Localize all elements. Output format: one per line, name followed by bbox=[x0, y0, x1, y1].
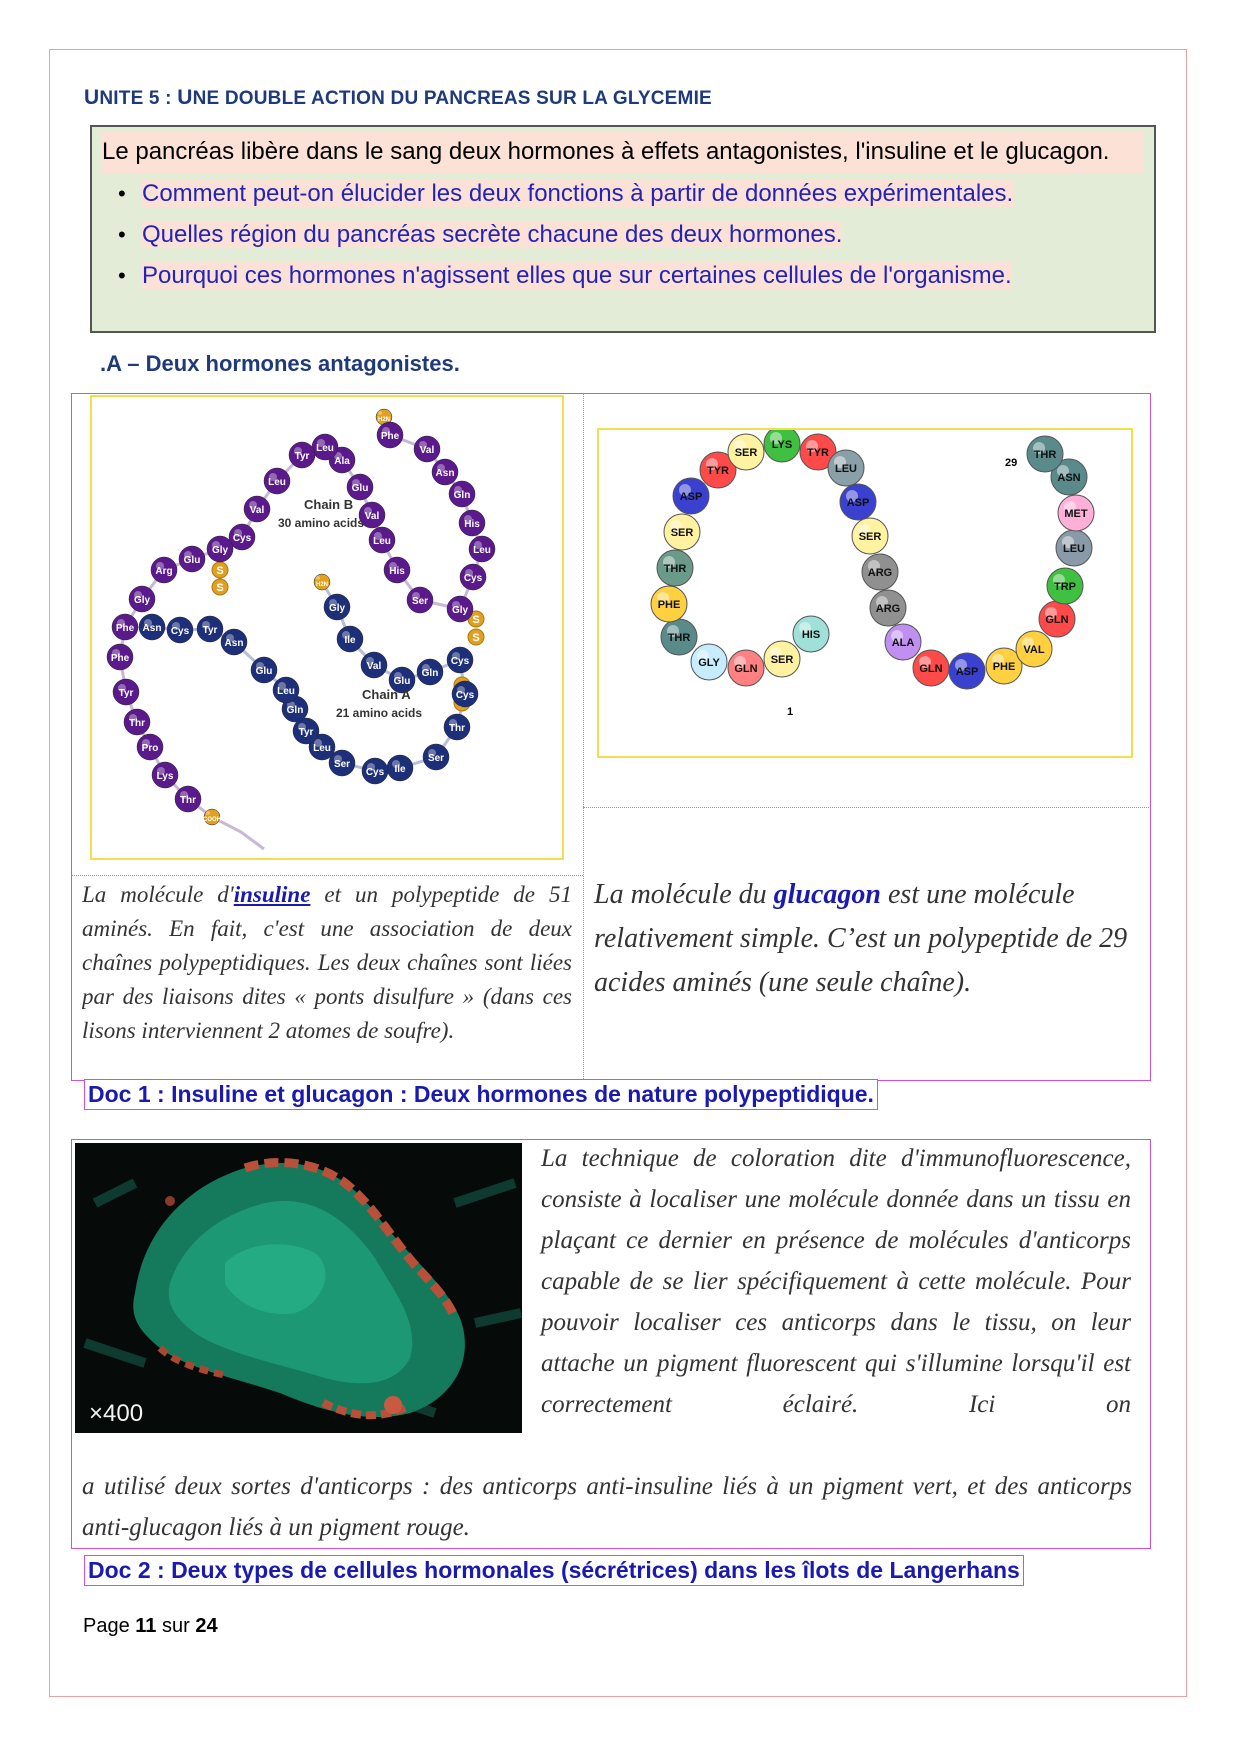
svg-text:Thr: Thr bbox=[179, 795, 197, 806]
svg-text:MET: MET bbox=[1064, 508, 1088, 520]
svg-text:Glu: Glu bbox=[393, 676, 411, 687]
glucagon-start-label: 1 bbox=[787, 706, 794, 718]
glucagon-residue bbox=[862, 554, 898, 590]
amino-acid-residue bbox=[179, 546, 205, 572]
svg-text:Ser: Ser bbox=[333, 759, 351, 770]
svg-text:Tyr: Tyr bbox=[118, 688, 134, 699]
svg-text:TYR: TYR bbox=[707, 465, 729, 477]
amino-acid-residue bbox=[197, 616, 223, 642]
glucagon-residue bbox=[1039, 601, 1075, 637]
glucagon-residue bbox=[1027, 436, 1063, 472]
svg-text:Thr: Thr bbox=[448, 723, 466, 734]
svg-text:Gly: Gly bbox=[211, 545, 229, 556]
svg-text:Leu: Leu bbox=[473, 545, 491, 556]
immunofluorescence-text-continued: a utilisé deux sortes d'anticorps : des anticorps anti-insuline liés à un pigment vert, et des anticorps anti-glucagon liés à un pigment rouge. bbox=[82, 1473, 1132, 1541]
svg-text:Cys: Cys bbox=[232, 533, 252, 544]
svg-text:Gln: Gln bbox=[286, 705, 304, 716]
amino-acid-residue bbox=[152, 762, 178, 788]
amino-acid-residue bbox=[377, 422, 403, 448]
svg-text:Gly: Gly bbox=[451, 605, 469, 616]
svg-text:LYS: LYS bbox=[771, 439, 793, 451]
intro-text: Le pancréas libère dans le sang deux hormones à effets antagonistes, l'insuline et le glucagon. bbox=[102, 131, 1144, 173]
amino-acid-residue bbox=[207, 536, 233, 562]
svg-text:Arg: Arg bbox=[155, 566, 173, 577]
svg-text:GLN: GLN bbox=[919, 663, 943, 675]
amino-acid-residue bbox=[460, 564, 486, 590]
svg-text:SER: SER bbox=[670, 527, 694, 539]
svg-text:Val: Val bbox=[249, 505, 265, 516]
intro-box bbox=[90, 125, 1156, 333]
chain-b-count: 30 amino acids bbox=[278, 516, 365, 530]
svg-text:ALA: ALA bbox=[891, 637, 915, 649]
amino-acid-residue bbox=[369, 527, 395, 553]
glucagon-residue bbox=[764, 641, 800, 677]
amino-acid-residue bbox=[264, 468, 290, 494]
amino-acid-residue bbox=[407, 587, 433, 613]
amino-acid-residue bbox=[423, 744, 449, 770]
sulfur-atom bbox=[468, 629, 484, 645]
svg-text:Thr: Thr bbox=[128, 718, 146, 729]
chain-b-label: Chain B bbox=[304, 497, 354, 512]
amino-acid-residue bbox=[221, 629, 247, 655]
svg-text:H2N: H2N bbox=[315, 582, 329, 588]
glucagon-residue bbox=[913, 650, 949, 686]
amino-acid-residue bbox=[167, 617, 193, 643]
page-number: Page 11 sur 24 bbox=[83, 1615, 218, 1637]
amino-acid-residue bbox=[459, 510, 485, 536]
svg-text:Ile: Ile bbox=[394, 764, 406, 775]
svg-text:Val: Val bbox=[364, 511, 380, 522]
svg-text:Ser: Ser bbox=[427, 753, 445, 764]
amino-acid-residue bbox=[107, 644, 133, 670]
unit-title: UNITE 5 : UNE DOUBLE ACTION DU PANCREAS SUR LA GLYCEMIE bbox=[84, 86, 712, 109]
glucagon-residue bbox=[1058, 495, 1094, 531]
amino-acid-residue bbox=[447, 647, 473, 673]
question-item: • Comment peut-on élucider les deux fonctions à partir de données expérimentales. bbox=[142, 173, 1144, 214]
svg-text:TYR: TYR bbox=[807, 447, 829, 459]
glucagon-residue bbox=[793, 616, 829, 652]
svg-text:LEU: LEU bbox=[1063, 543, 1085, 555]
glucagon-residue bbox=[885, 624, 921, 660]
amino-acid-residue bbox=[151, 557, 177, 583]
glucagon-residue bbox=[949, 653, 985, 689]
question-item: • Pourquoi ces hormones n'agissent elles que sur certaines cellules de l'organisme. bbox=[142, 255, 1144, 296]
svg-text:Tyr: Tyr bbox=[298, 727, 314, 738]
glucagon-residue bbox=[1047, 568, 1083, 604]
amino-acid-residue bbox=[124, 709, 150, 735]
svg-text:GLN: GLN bbox=[1045, 614, 1069, 626]
glucagon-residue bbox=[1016, 631, 1052, 667]
svg-text:GLN: GLN bbox=[734, 663, 758, 675]
terminal-group bbox=[314, 574, 330, 590]
amino-acid-residue bbox=[452, 681, 478, 707]
svg-text:SER: SER bbox=[770, 654, 794, 666]
insulin-residues bbox=[107, 409, 495, 825]
amino-acid-residue bbox=[112, 614, 138, 640]
amino-acid-residue bbox=[251, 657, 277, 683]
glucagon-residue bbox=[764, 430, 800, 462]
amino-acid-residue bbox=[113, 679, 139, 705]
svg-text:ARG: ARG bbox=[875, 603, 901, 615]
amino-acid-residue bbox=[444, 714, 470, 740]
svg-text:Gly: Gly bbox=[328, 603, 346, 614]
insulin-keyword: insuline bbox=[233, 882, 311, 907]
doc1-divider-left bbox=[71, 875, 583, 876]
svg-text:Tyr: Tyr bbox=[294, 451, 310, 462]
svg-text:VAL: VAL bbox=[1023, 644, 1045, 656]
svg-text:Leu: Leu bbox=[313, 743, 331, 754]
glucagon-residue bbox=[691, 644, 727, 680]
svg-text:GLY: GLY bbox=[698, 657, 720, 669]
svg-text:Cys: Cys bbox=[463, 573, 483, 584]
amino-acid-residue bbox=[312, 434, 338, 460]
svg-text:TRP: TRP bbox=[1054, 581, 1076, 593]
glucagon-structure-svg bbox=[599, 430, 1131, 756]
question-list bbox=[102, 173, 1144, 296]
amino-acid-residue bbox=[337, 626, 363, 652]
svg-text:THR: THR bbox=[1033, 449, 1057, 461]
svg-text:PHE: PHE bbox=[992, 661, 1016, 673]
section-heading-a: .A – Deux hormones antagonistes. bbox=[100, 351, 460, 376]
question-item: • Quelles région du pancréas secrète chacune des deux hormones. bbox=[142, 214, 1144, 255]
amino-acid-residue bbox=[414, 436, 440, 462]
amino-acid-residue bbox=[139, 614, 165, 640]
amino-acid-residue bbox=[137, 734, 163, 760]
doc1-caption: Doc 1 : Insuline et glucagon : Deux hormones de nature polypeptidique. bbox=[84, 1079, 878, 1110]
insulin-structure-svg bbox=[92, 397, 562, 858]
svg-text:Cys: Cys bbox=[365, 767, 385, 778]
amino-acid-residue bbox=[324, 594, 350, 620]
glucagon-residue bbox=[852, 518, 888, 554]
svg-text:S: S bbox=[216, 565, 224, 577]
amino-acid-residue bbox=[417, 659, 443, 685]
svg-text:Gln: Gln bbox=[421, 668, 439, 679]
glucagon-residue bbox=[661, 619, 697, 655]
chain-a-label: Chain A bbox=[362, 687, 411, 702]
svg-text:S: S bbox=[472, 632, 480, 644]
doc1-divider bbox=[583, 393, 584, 1081]
svg-text:His: His bbox=[389, 566, 405, 577]
amino-acid-residue bbox=[289, 442, 315, 468]
svg-text:ASP: ASP bbox=[846, 497, 870, 509]
sulfur-atom bbox=[212, 579, 228, 595]
svg-text:HIS: HIS bbox=[801, 629, 821, 641]
svg-text:LEU: LEU bbox=[835, 463, 857, 475]
svg-text:ASN: ASN bbox=[1057, 472, 1081, 484]
amino-acid-residue bbox=[447, 596, 473, 622]
amino-acid-residue bbox=[449, 481, 475, 507]
svg-text:Val: Val bbox=[366, 661, 382, 672]
svg-text:Cys: Cys bbox=[170, 626, 190, 637]
glucagon-residue bbox=[728, 650, 764, 686]
svg-text:Ile: Ile bbox=[344, 635, 356, 646]
svg-text:Asn: Asn bbox=[224, 638, 244, 649]
svg-text:Asn: Asn bbox=[142, 623, 162, 634]
insulin-description: La molécule d'insuline et un polypeptide de 51 aminés. En fait, c'est une association de deux chaînes polypeptidiques. Les deux chaînes sont liées par des liaisons dites « ponts disulfure » (dans ces lisons interviennent 2 atomes de soufre). bbox=[82, 882, 572, 1043]
svg-text:ASP: ASP bbox=[679, 491, 703, 503]
svg-text:S: S bbox=[216, 582, 224, 594]
amino-acid-residue bbox=[384, 557, 410, 583]
svg-text:His: His bbox=[464, 519, 480, 530]
chain-a-count: 21 amino acids bbox=[336, 706, 423, 720]
svg-text:Leu: Leu bbox=[268, 477, 286, 488]
svg-text:Pro: Pro bbox=[141, 743, 159, 754]
doc2-caption: Doc 2 : Deux types de cellules hormonales (sécrétrices) dans les îlots de Langerhans bbox=[84, 1555, 1024, 1586]
sulfur-atom bbox=[212, 562, 228, 578]
doc1-divider-right bbox=[583, 807, 1151, 808]
svg-text:Ser: Ser bbox=[411, 596, 429, 607]
amino-acid-residue bbox=[361, 652, 387, 678]
svg-text:Phe: Phe bbox=[110, 653, 130, 664]
svg-text:THR: THR bbox=[667, 632, 691, 644]
glucagon-residue bbox=[870, 590, 906, 626]
glucagon-keyword: glucagon bbox=[773, 879, 881, 910]
svg-text:S: S bbox=[472, 614, 480, 626]
svg-text:Glu: Glu bbox=[183, 555, 201, 566]
glucagon-residues bbox=[651, 430, 1094, 689]
glucagon-residue bbox=[664, 514, 700, 550]
svg-text:Gly: Gly bbox=[133, 595, 151, 606]
glucagon-residue bbox=[651, 586, 687, 622]
svg-text:Cys: Cys bbox=[455, 690, 475, 701]
svg-text:H2N: H2N bbox=[377, 417, 391, 423]
insulin-structure-figure bbox=[90, 395, 564, 860]
amino-acid-residue bbox=[469, 536, 495, 562]
immunofluorescence-micrograph bbox=[75, 1143, 522, 1433]
magnification-label: ×400 bbox=[89, 1400, 144, 1427]
glucagon-residue bbox=[657, 550, 693, 586]
islet-micrograph-image bbox=[75, 1143, 522, 1433]
glucagon-residue bbox=[828, 450, 864, 486]
glucagon-residue bbox=[673, 478, 709, 514]
svg-text:THR: THR bbox=[663, 563, 687, 575]
svg-text:Tyr: Tyr bbox=[202, 625, 218, 636]
svg-text:SER: SER bbox=[734, 447, 758, 459]
glucagon-end-label: 29 bbox=[1005, 457, 1018, 469]
svg-text:Glu: Glu bbox=[351, 483, 369, 494]
svg-text:Cys: Cys bbox=[450, 656, 470, 667]
amino-acid-residue bbox=[273, 677, 299, 703]
svg-text:Lys: Lys bbox=[156, 771, 174, 782]
svg-text:Phe: Phe bbox=[380, 431, 400, 442]
svg-text:Val: Val bbox=[419, 445, 435, 456]
svg-text:ARG: ARG bbox=[867, 567, 893, 579]
svg-text:PHE: PHE bbox=[657, 599, 681, 611]
svg-text:Leu: Leu bbox=[316, 443, 334, 454]
glucagon-description: La molécule du glucagon est une molécule relativement simple. C’est un polypeptide de 29 acides aminés (une seule chaîne). bbox=[594, 879, 1128, 998]
glucagon-residue bbox=[1056, 530, 1092, 566]
svg-text:Leu: Leu bbox=[373, 536, 391, 547]
glucagon-structure-figure bbox=[597, 428, 1133, 758]
svg-text:Gln: Gln bbox=[453, 490, 471, 501]
svg-text:Phe: Phe bbox=[115, 623, 135, 634]
immunofluorescence-text: La technique de coloration dite d'immunofluorescence, consiste à localiser une molécule donnée dans un tissu en plaçant ce dernier en présence de molécules d'anticorps capable de se lier spécifiquement à cette molécule. Pour pouvoir localiser ces anticorps dans le tissu, on leur attache un pigment fluorescent qui s'illumine lorsqu'il est correctement éclairé. Ici on bbox=[541, 1145, 1131, 1418]
amino-acid-residue bbox=[244, 496, 270, 522]
svg-text:SER: SER bbox=[858, 531, 882, 543]
svg-text:ASP: ASP bbox=[955, 666, 979, 678]
amino-acid-residue bbox=[129, 586, 155, 612]
svg-text:Ala: Ala bbox=[334, 456, 350, 467]
svg-text:Asn: Asn bbox=[435, 468, 455, 479]
svg-text:Leu: Leu bbox=[277, 686, 295, 697]
amino-acid-residue bbox=[175, 786, 201, 812]
glucagon-residue bbox=[840, 484, 876, 520]
amino-acid-residue bbox=[387, 755, 413, 781]
glucagon-residue bbox=[728, 434, 764, 470]
amino-acid-residue bbox=[432, 459, 458, 485]
amino-acid-residue bbox=[362, 758, 388, 784]
svg-text:Glu: Glu bbox=[255, 666, 273, 677]
svg-text:COOH: COOH bbox=[203, 817, 221, 823]
